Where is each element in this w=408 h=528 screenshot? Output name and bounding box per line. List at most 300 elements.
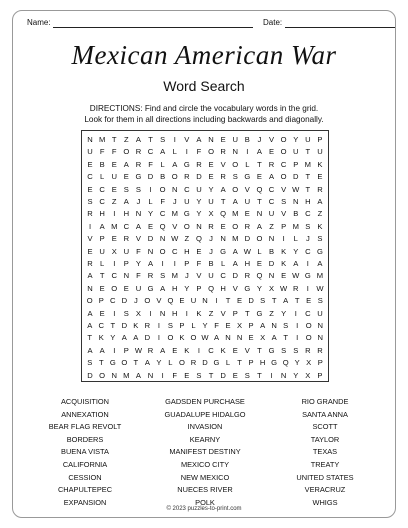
- grid-cell[interactable]: B: [160, 172, 166, 182]
- grid-cell[interactable]: C: [159, 209, 166, 219]
- grid-cell[interactable]: A: [271, 333, 277, 343]
- grid-cell[interactable]: R: [220, 172, 226, 182]
- grid-cell[interactable]: C: [111, 271, 117, 281]
- grid-cell[interactable]: E: [232, 345, 238, 355]
- grid-cell[interactable]: H: [244, 259, 251, 268]
- grid-cell[interactable]: R: [293, 283, 299, 293]
- grid-cell[interactable]: U: [123, 246, 130, 256]
- grid-cell[interactable]: W: [201, 333, 209, 343]
- grid-cell[interactable]: G: [244, 172, 251, 182]
- grid-cell[interactable]: C: [220, 271, 226, 281]
- grid-cell[interactable]: P: [123, 259, 129, 268]
- grid-cell[interactable]: C: [268, 184, 275, 194]
- grid-cell[interactable]: E: [87, 184, 93, 194]
- grid-cell[interactable]: F: [111, 147, 117, 157]
- grid-cell[interactable]: D: [220, 370, 226, 380]
- grid-cell[interactable]: E: [306, 296, 312, 306]
- grid-cell[interactable]: I: [113, 259, 116, 268]
- grid-cell[interactable]: T: [245, 308, 250, 318]
- grid-cell[interactable]: L: [191, 321, 196, 330]
- grid-cell[interactable]: T: [294, 296, 300, 306]
- grid-cell[interactable]: O: [167, 333, 174, 343]
- grid-cell[interactable]: J: [257, 135, 262, 144]
- grid-cell[interactable]: I: [113, 209, 116, 219]
- grid-cell[interactable]: L: [160, 159, 165, 169]
- grid-cell[interactable]: U: [190, 296, 197, 306]
- grid-cell[interactable]: X: [208, 209, 214, 219]
- grid-cell[interactable]: A: [293, 259, 299, 268]
- grid-cell[interactable]: S: [87, 358, 93, 368]
- grid-cell[interactable]: I: [185, 308, 188, 318]
- grid-cell[interactable]: T: [305, 147, 311, 157]
- grid-cell[interactable]: E: [269, 147, 275, 157]
- grid-cell[interactable]: V: [135, 234, 141, 244]
- grid-cell[interactable]: S: [281, 197, 287, 206]
- grid-cell[interactable]: Z: [124, 135, 129, 144]
- grid-cell[interactable]: N: [271, 321, 277, 330]
- grid-cell[interactable]: P: [196, 283, 202, 293]
- grid-cell[interactable]: A: [256, 147, 262, 157]
- grid-cell[interactable]: M: [232, 209, 239, 219]
- grid-cell[interactable]: Y: [294, 358, 300, 368]
- grid-cell[interactable]: A: [123, 197, 129, 206]
- grid-cell[interactable]: D: [268, 259, 275, 268]
- grid-cell[interactable]: V: [184, 135, 190, 144]
- grid-cell[interactable]: S: [160, 135, 166, 144]
- grid-cell[interactable]: U: [208, 197, 214, 206]
- grid-cell[interactable]: D: [144, 333, 151, 343]
- grid-cell[interactable]: R: [147, 345, 154, 355]
- grid-cell[interactable]: O: [232, 221, 239, 231]
- grid-cell[interactable]: N: [196, 221, 202, 231]
- grid-cell[interactable]: T: [283, 333, 288, 343]
- grid-cell[interactable]: F: [196, 147, 202, 157]
- grid-cell[interactable]: R: [184, 172, 190, 182]
- grid-cell[interactable]: A: [260, 321, 266, 330]
- grid-cell[interactable]: C: [268, 197, 275, 206]
- grid-cell[interactable]: A: [172, 159, 178, 169]
- grid-cell[interactable]: P: [281, 221, 287, 231]
- grid-cell[interactable]: G: [183, 159, 190, 169]
- grid-cell[interactable]: U: [293, 147, 299, 157]
- grid-cell[interactable]: D: [293, 172, 299, 182]
- grid-cell[interactable]: U: [317, 147, 323, 157]
- grid-cell[interactable]: Q: [282, 358, 289, 368]
- grid-cell[interactable]: V: [232, 283, 238, 293]
- grid-cell[interactable]: L: [148, 197, 153, 206]
- grid-cell[interactable]: C: [110, 296, 116, 306]
- grid-cell[interactable]: Y: [202, 321, 208, 330]
- grid-cell[interactable]: A: [256, 221, 262, 231]
- grid-cell[interactable]: I: [197, 345, 200, 355]
- grid-cell[interactable]: R: [317, 345, 323, 355]
- grid-cell[interactable]: Z: [184, 234, 190, 244]
- grid-cell[interactable]: J: [172, 197, 177, 206]
- grid-cell[interactable]: M: [292, 221, 299, 231]
- grid-cell[interactable]: A: [87, 345, 93, 355]
- grid-cell[interactable]: V: [87, 234, 93, 244]
- grid-cell[interactable]: P: [317, 358, 323, 368]
- grid-cell[interactable]: I: [296, 321, 299, 330]
- grid-cell[interactable]: L: [100, 259, 105, 268]
- grid-cell[interactable]: W: [171, 234, 179, 244]
- grid-cell[interactable]: A: [148, 259, 154, 268]
- grid-cell[interactable]: E: [244, 209, 250, 219]
- grid-cell[interactable]: T: [271, 296, 277, 306]
- grid-cell[interactable]: J: [184, 271, 189, 281]
- grid-cell[interactable]: H: [123, 209, 130, 219]
- grid-cell[interactable]: H: [172, 308, 178, 318]
- grid-cell[interactable]: B: [208, 259, 214, 268]
- grid-cell[interactable]: O: [280, 147, 287, 157]
- grid-cell[interactable]: G: [147, 283, 154, 293]
- grid-cell[interactable]: J: [305, 234, 310, 244]
- grid-cell[interactable]: S: [160, 271, 166, 281]
- grid-cell[interactable]: O: [208, 147, 214, 157]
- grid-cell[interactable]: K: [98, 333, 104, 343]
- grid-cell[interactable]: D: [196, 172, 202, 182]
- grid-cell[interactable]: D: [232, 271, 238, 281]
- grid-cell[interactable]: P: [184, 259, 190, 268]
- grid-cell[interactable]: B: [293, 209, 299, 219]
- grid-cell[interactable]: J: [209, 234, 213, 244]
- grid-cell[interactable]: R: [147, 271, 154, 281]
- grid-cell[interactable]: A: [317, 197, 323, 206]
- grid-cell[interactable]: Q: [256, 271, 263, 281]
- grid-cell[interactable]: K: [220, 345, 226, 355]
- grid-cell[interactable]: D: [202, 358, 208, 368]
- grid-cell[interactable]: E: [220, 221, 226, 231]
- grid-cell[interactable]: S: [305, 221, 311, 231]
- grid-cell[interactable]: Z: [269, 221, 274, 231]
- grid-cell[interactable]: W: [316, 283, 324, 293]
- grid-cell[interactable]: I: [149, 184, 152, 194]
- grid-cell[interactable]: J: [133, 296, 138, 306]
- grid-cell[interactable]: A: [269, 172, 275, 182]
- grid-cell[interactable]: U: [87, 147, 93, 157]
- grid-cell[interactable]: L: [168, 358, 173, 368]
- grid-cell[interactable]: U: [244, 197, 251, 206]
- grid-cell[interactable]: U: [305, 135, 311, 144]
- grid-cell[interactable]: H: [99, 209, 105, 219]
- grid-cell[interactable]: Q: [256, 184, 263, 194]
- grid-cell[interactable]: N: [87, 135, 93, 144]
- grid-cell[interactable]: Y: [196, 197, 202, 206]
- grid-cell[interactable]: Y: [293, 135, 299, 144]
- grid-cell[interactable]: C: [305, 209, 311, 219]
- grid-cell[interactable]: U: [208, 271, 214, 281]
- grid-cell[interactable]: S: [87, 197, 93, 206]
- grid-cell[interactable]: F: [136, 246, 141, 256]
- grid-cell[interactable]: E: [248, 333, 254, 343]
- grid-cell[interactable]: S: [123, 184, 129, 194]
- grid-cell[interactable]: E: [317, 172, 323, 182]
- grid-cell[interactable]: O: [123, 147, 130, 157]
- grid-cell[interactable]: E: [99, 283, 105, 293]
- grid-cell[interactable]: I: [88, 221, 92, 231]
- grid-cell[interactable]: A: [135, 135, 141, 144]
- grid-cell[interactable]: Q: [208, 283, 214, 293]
- grid-cell[interactable]: K: [317, 159, 323, 169]
- grid-cell[interactable]: V: [269, 135, 275, 144]
- grid-cell[interactable]: K: [133, 321, 139, 330]
- grid-cell[interactable]: O: [190, 333, 197, 343]
- grid-cell[interactable]: Q: [195, 234, 202, 244]
- grid-cell[interactable]: A: [135, 370, 141, 380]
- grid-cell[interactable]: C: [99, 197, 105, 206]
- grid-cell[interactable]: Q: [220, 209, 227, 219]
- grid-cell[interactable]: N: [256, 209, 263, 219]
- grid-cell[interactable]: E: [111, 159, 117, 169]
- grid-cell[interactable]: A: [317, 259, 323, 268]
- grid-cell[interactable]: E: [256, 259, 262, 268]
- grid-cell[interactable]: C: [123, 221, 130, 231]
- grid-cell[interactable]: Y: [208, 184, 214, 194]
- grid-cell[interactable]: I: [113, 308, 116, 318]
- grid-cell[interactable]: V: [220, 159, 226, 169]
- grid-cell[interactable]: Z: [208, 308, 214, 318]
- grid-cell[interactable]: I: [185, 147, 188, 157]
- grid-cell[interactable]: A: [87, 321, 93, 330]
- grid-cell[interactable]: X: [237, 321, 243, 330]
- grid-cell[interactable]: N: [159, 308, 166, 318]
- grid-cell[interactable]: I: [270, 370, 273, 380]
- grid-cell[interactable]: M: [232, 234, 239, 244]
- grid-cell[interactable]: N: [225, 333, 231, 343]
- grid-cell[interactable]: O: [178, 358, 185, 368]
- grid-cell[interactable]: F: [214, 321, 219, 330]
- grid-cell[interactable]: W: [280, 283, 288, 293]
- grid-cell[interactable]: U: [196, 184, 202, 194]
- grid-cell[interactable]: E: [232, 370, 238, 380]
- grid-cell[interactable]: F: [148, 159, 153, 169]
- grid-cell[interactable]: N: [123, 271, 130, 281]
- grid-cell[interactable]: C: [184, 184, 190, 194]
- grid-cell[interactable]: V: [220, 308, 226, 318]
- grid-cell[interactable]: Y: [293, 246, 299, 256]
- grid-cell[interactable]: E: [184, 370, 190, 380]
- grid-cell[interactable]: T: [225, 296, 231, 306]
- grid-cell[interactable]: R: [244, 221, 251, 231]
- grid-cell[interactable]: A: [123, 159, 129, 169]
- grid-cell[interactable]: X: [135, 308, 141, 318]
- grid-cell[interactable]: I: [296, 333, 299, 343]
- grid-cell[interactable]: Y: [293, 370, 299, 380]
- grid-cell[interactable]: E: [256, 172, 262, 182]
- grid-cell[interactable]: N: [147, 370, 154, 380]
- grid-cell[interactable]: O: [280, 172, 287, 182]
- grid-cell[interactable]: S: [317, 234, 323, 244]
- grid-cell[interactable]: N: [135, 209, 142, 219]
- grid-cell[interactable]: P: [232, 308, 238, 318]
- grid-cell[interactable]: E: [237, 296, 243, 306]
- grid-cell[interactable]: P: [123, 345, 129, 355]
- grid-cell[interactable]: T: [99, 271, 105, 281]
- grid-cell[interactable]: N: [172, 184, 178, 194]
- grid-cell[interactable]: A: [121, 333, 127, 343]
- grid-cell[interactable]: S: [281, 345, 287, 355]
- grid-cell[interactable]: T: [305, 184, 311, 194]
- grid-cell[interactable]: R: [87, 209, 93, 219]
- grid-cell[interactable]: M: [304, 159, 311, 169]
- grid-cell[interactable]: Q: [159, 221, 166, 231]
- grid-cell[interactable]: O: [256, 234, 263, 244]
- grid-cell[interactable]: A: [133, 333, 139, 343]
- grid-cell[interactable]: C: [305, 246, 311, 256]
- grid-cell[interactable]: U: [317, 308, 323, 318]
- grid-cell[interactable]: I: [246, 147, 249, 157]
- grid-cell[interactable]: I: [157, 321, 160, 330]
- grid-cell[interactable]: F: [196, 259, 202, 268]
- grid-cell[interactable]: K: [179, 333, 185, 343]
- grid-cell[interactable]: R: [268, 159, 275, 169]
- grid-cell[interactable]: A: [213, 333, 220, 343]
- grid-cell[interactable]: L: [172, 147, 177, 157]
- grid-cell[interactable]: Y: [156, 358, 162, 368]
- grid-cell[interactable]: Y: [110, 333, 116, 343]
- grid-cell[interactable]: V: [244, 345, 250, 355]
- grid-cell[interactable]: N: [317, 321, 323, 330]
- grid-cell[interactable]: C: [147, 147, 154, 157]
- grid-cell[interactable]: D: [121, 321, 128, 330]
- grid-cell[interactable]: U: [135, 283, 142, 293]
- grid-cell[interactable]: X: [305, 370, 311, 380]
- grid-cell[interactable]: F: [136, 271, 141, 281]
- grid-cell[interactable]: A: [144, 358, 150, 368]
- grid-cell[interactable]: W: [243, 246, 251, 256]
- grid-cell[interactable]: G: [213, 358, 220, 368]
- grid-cell[interactable]: U: [184, 197, 190, 206]
- grid-cell[interactable]: A: [99, 221, 105, 231]
- grid-cell[interactable]: O: [159, 246, 166, 256]
- grid-cell[interactable]: Z: [317, 209, 323, 219]
- grid-cell[interactable]: D: [147, 172, 154, 182]
- grid-cell[interactable]: T: [257, 197, 262, 206]
- grid-cell[interactable]: N: [268, 271, 275, 281]
- grid-cell[interactable]: Y: [148, 209, 154, 219]
- grid-cell[interactable]: X: [111, 246, 117, 256]
- grid-cell[interactable]: I: [173, 259, 176, 268]
- grid-cell[interactable]: E: [123, 283, 129, 293]
- grid-cell[interactable]: N: [87, 283, 93, 293]
- grid-cell[interactable]: N: [236, 333, 243, 343]
- grid-cell[interactable]: S: [196, 370, 202, 380]
- grid-cell[interactable]: X: [260, 333, 266, 343]
- grid-cell[interactable]: O: [144, 296, 151, 306]
- grid-cell[interactable]: I: [282, 234, 285, 244]
- grid-cell[interactable]: U: [111, 172, 117, 182]
- grid-cell[interactable]: R: [305, 345, 311, 355]
- grid-cell[interactable]: T: [305, 172, 311, 182]
- grid-cell[interactable]: D: [87, 370, 93, 380]
- grid-cell[interactable]: H: [259, 358, 266, 368]
- grid-cell[interactable]: O: [280, 135, 287, 144]
- grid-cell[interactable]: V: [244, 184, 250, 194]
- grid-cell[interactable]: M: [171, 209, 178, 219]
- grid-cell[interactable]: V: [156, 296, 162, 306]
- grid-cell[interactable]: U: [268, 209, 275, 219]
- grid-cell[interactable]: A: [160, 283, 166, 293]
- grid-cell[interactable]: Z: [111, 197, 117, 206]
- grid-cell[interactable]: L: [225, 358, 231, 368]
- grid-cell[interactable]: K: [281, 259, 287, 268]
- grid-cell[interactable]: G: [271, 358, 278, 368]
- grid-cell[interactable]: G: [135, 172, 142, 182]
- grid-cell[interactable]: S: [244, 370, 250, 380]
- grid-cell[interactable]: H: [184, 246, 190, 256]
- grid-cell[interactable]: N: [232, 147, 238, 157]
- grid-cell[interactable]: C: [172, 246, 178, 256]
- grid-cell[interactable]: O: [99, 370, 106, 380]
- grid-cell[interactable]: U: [232, 135, 238, 144]
- grid-cell[interactable]: T: [257, 159, 262, 169]
- grid-cell[interactable]: R: [208, 221, 214, 231]
- grid-cell[interactable]: B: [99, 159, 105, 169]
- grid-cell[interactable]: S: [135, 184, 141, 194]
- grid-cell[interactable]: R: [135, 147, 142, 157]
- grid-cell[interactable]: Y: [196, 209, 202, 219]
- grid-cell[interactable]: Y: [281, 308, 287, 318]
- grid-cell[interactable]: E: [148, 221, 154, 231]
- grid-cell[interactable]: G: [304, 271, 311, 281]
- grid-cell[interactable]: V: [281, 184, 287, 194]
- grid-cell[interactable]: A: [160, 345, 166, 355]
- grid-cell[interactable]: X: [306, 358, 312, 368]
- grid-cell[interactable]: O: [171, 172, 178, 182]
- grid-cell[interactable]: O: [159, 184, 166, 194]
- grid-cell[interactable]: H: [172, 283, 178, 293]
- grid-cell[interactable]: P: [248, 321, 254, 330]
- grid-cell[interactable]: I: [149, 308, 152, 318]
- grid-cell[interactable]: L: [221, 259, 226, 268]
- grid-cell[interactable]: E: [172, 345, 178, 355]
- grid-cell[interactable]: C: [305, 308, 311, 318]
- grid-cell[interactable]: R: [190, 358, 197, 368]
- grid-cell[interactable]: O: [232, 159, 239, 169]
- grid-cell[interactable]: G: [183, 209, 190, 219]
- grid-cell[interactable]: N: [268, 234, 275, 244]
- grid-cell[interactable]: S: [317, 296, 323, 306]
- grid-cell[interactable]: E: [220, 135, 226, 144]
- grid-cell[interactable]: E: [99, 308, 105, 318]
- grid-cell[interactable]: A: [232, 197, 238, 206]
- grid-cell[interactable]: M: [111, 221, 118, 231]
- grid-cell[interactable]: E: [87, 246, 93, 256]
- grid-cell[interactable]: O: [183, 221, 190, 231]
- grid-cell[interactable]: O: [121, 358, 128, 368]
- grid-cell[interactable]: F: [172, 370, 178, 380]
- grid-cell[interactable]: M: [316, 271, 324, 281]
- grid-cell[interactable]: I: [161, 370, 164, 380]
- grid-cell[interactable]: C: [208, 345, 214, 355]
- grid-cell[interactable]: W: [292, 271, 300, 281]
- grid-cell[interactable]: I: [215, 296, 218, 306]
- grid-cell[interactable]: A: [283, 296, 289, 306]
- grid-cell[interactable]: Y: [135, 259, 141, 268]
- grid-cell[interactable]: R: [244, 271, 251, 281]
- grid-cell[interactable]: I: [161, 259, 164, 268]
- grid-cell[interactable]: A: [232, 259, 238, 268]
- grid-cell[interactable]: M: [171, 271, 178, 281]
- grid-cell[interactable]: R: [220, 147, 226, 157]
- grid-cell[interactable]: N: [111, 370, 117, 380]
- grid-cell[interactable]: F: [160, 197, 165, 206]
- grid-cell[interactable]: R: [87, 259, 93, 268]
- grid-cell[interactable]: C: [99, 184, 105, 194]
- grid-cell[interactable]: W: [292, 184, 300, 194]
- grid-cell[interactable]: R: [144, 321, 151, 330]
- grid-cell[interactable]: T: [98, 358, 104, 368]
